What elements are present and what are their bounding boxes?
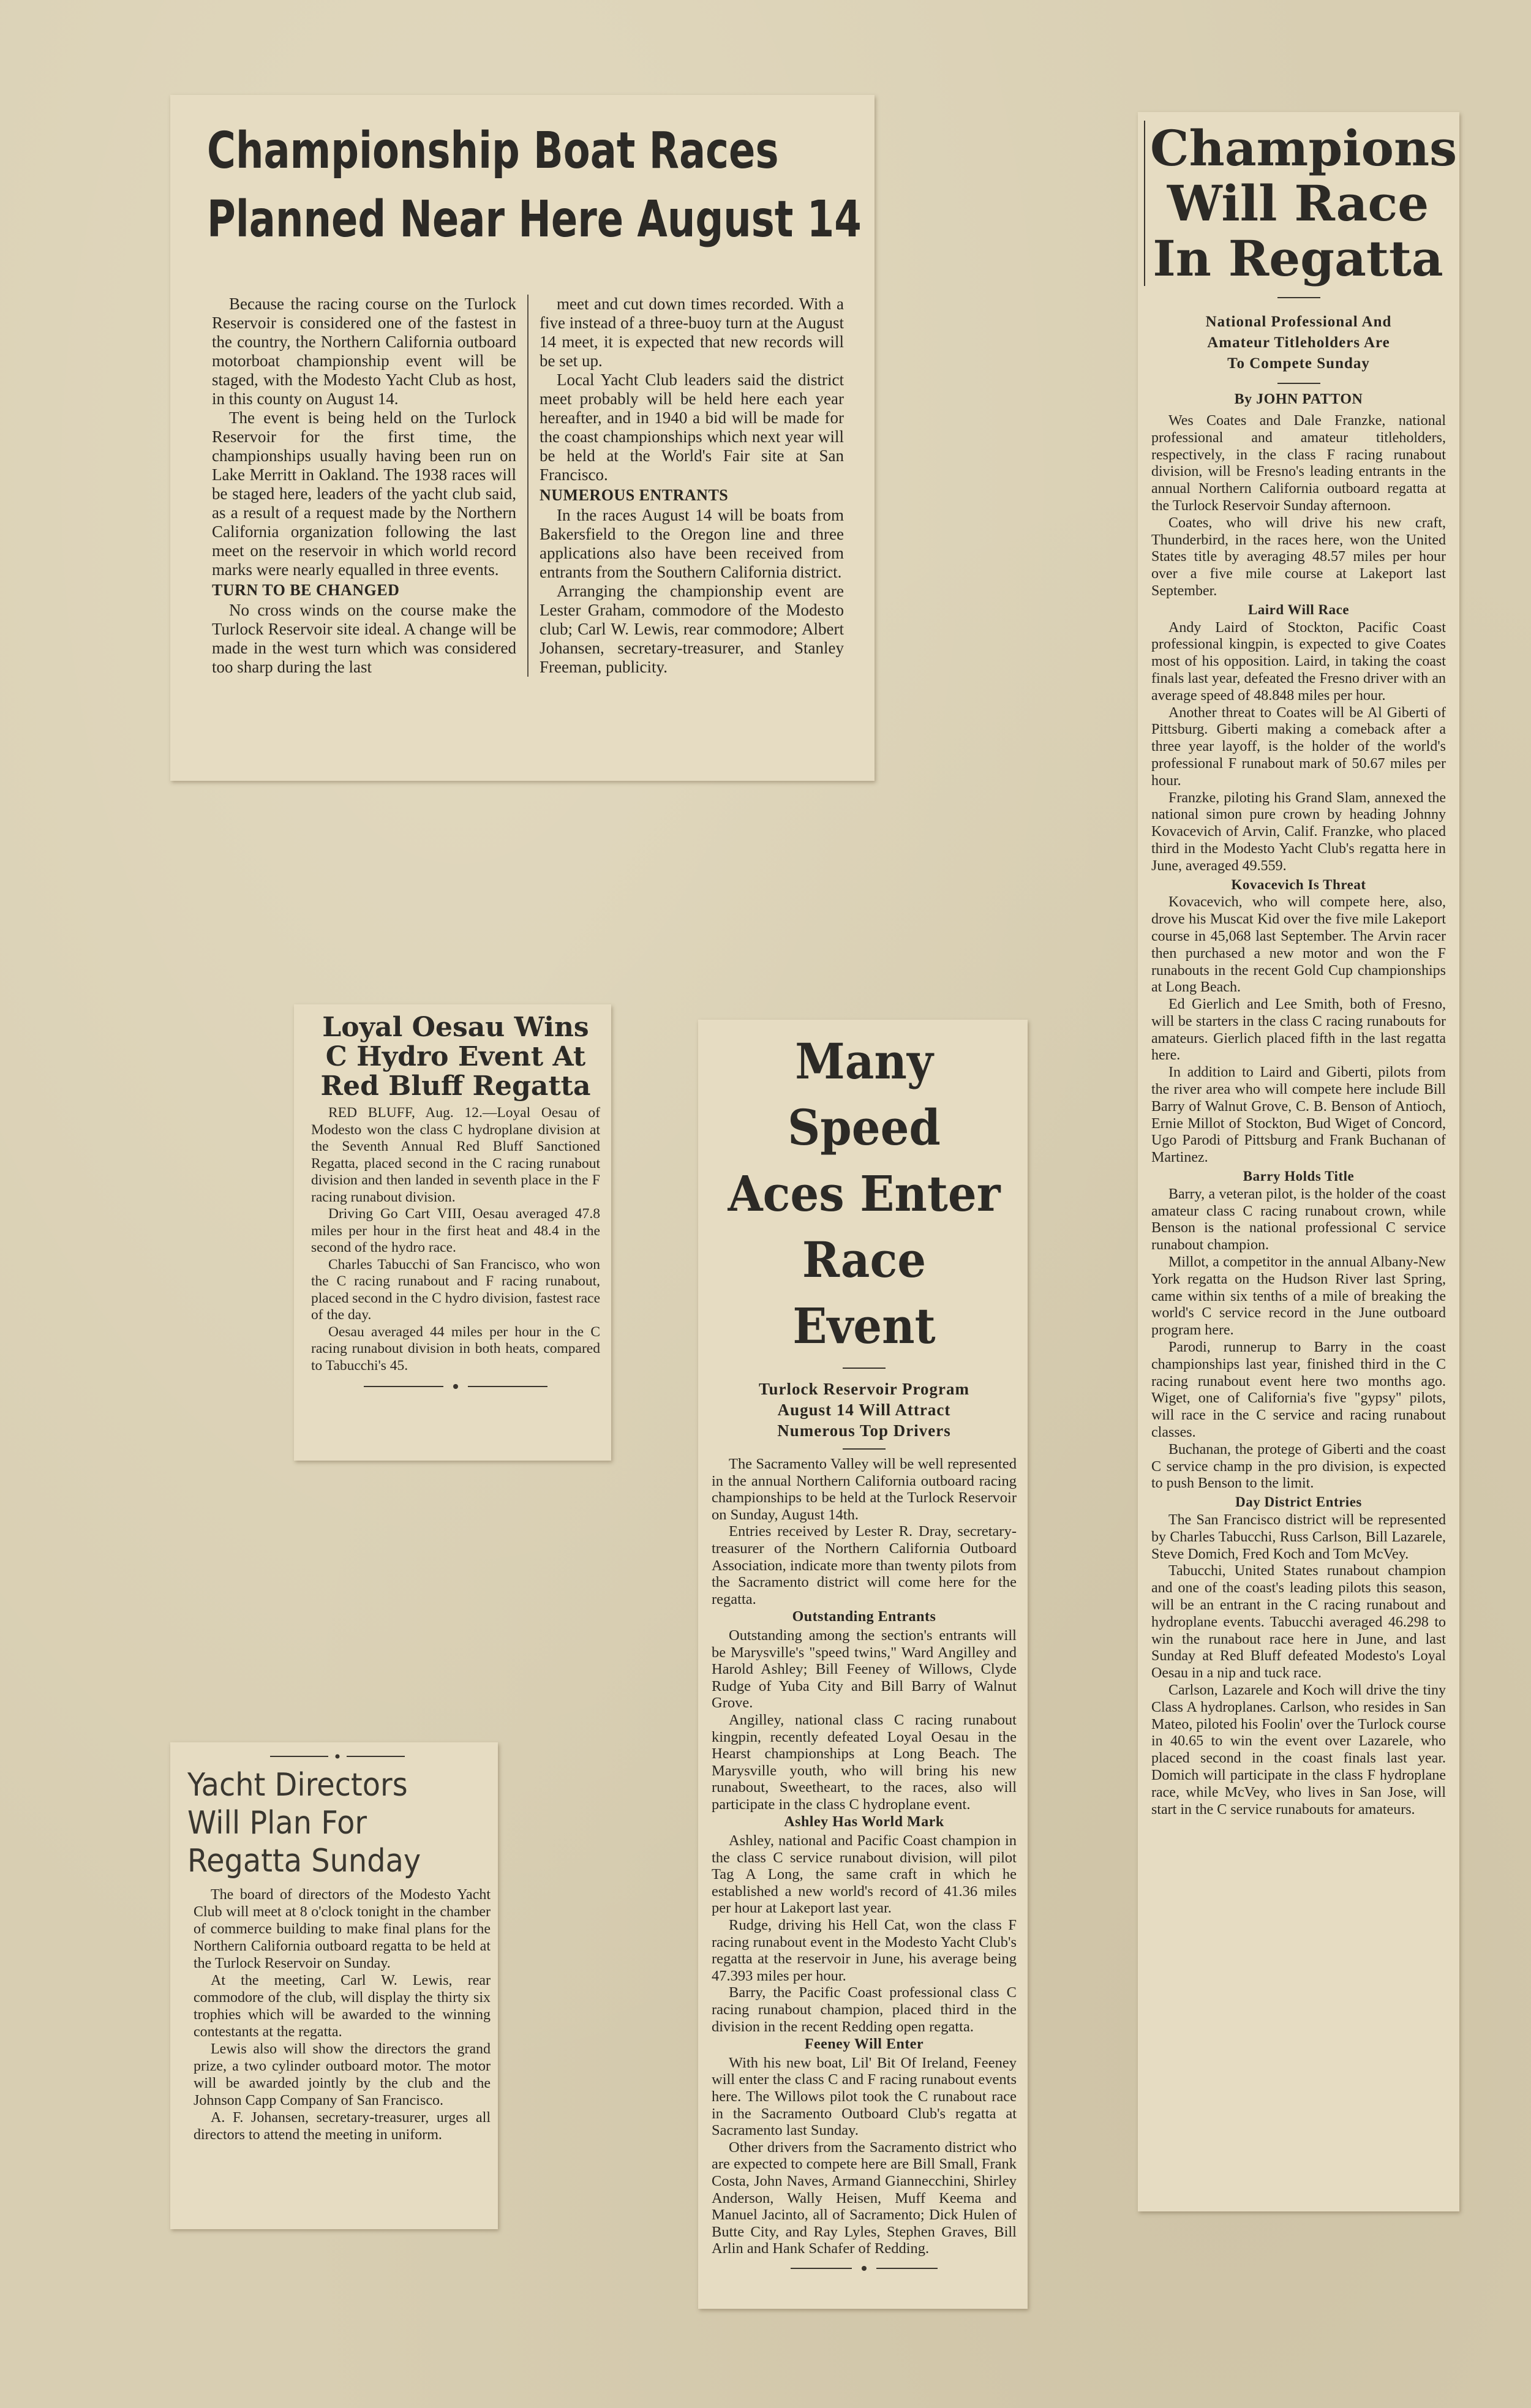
- subheading: Ashley Has World Mark: [784, 1814, 944, 1830]
- headline: [184, 1766, 491, 1880]
- paragraph: A. F. Johansen, secretary-treasurer, urges all directors to attend the meeting in uniform.: [194, 2110, 491, 2143]
- paragraph: The Sacramento Valley will be well represented in the annual Northern California outboard racing championships to be held at the Turlock Reservoir on Sunday, August 14th.: [712, 1456, 1017, 1523]
- article-body: [212, 295, 844, 677]
- column-1: [212, 295, 516, 677]
- headline-line-3: Regatta Sunday: [187, 1843, 421, 1879]
- headline-line-1: Loyal Oesau Wins: [322, 1012, 589, 1043]
- paragraph: Arranging the championship event are Lester Graham, commodore of the Modesto club; Carl W. Lewis, rear commodore; Albert Johansen, secretary-treasurer, and Stanley Freeman, publicity.: [540, 582, 844, 676]
- paragraph: Because the racing course on the Turlock Reservoir is considered one of the fastest in the country, the Northern California outboard motorboat championship event will be staged, with the Modesto Yacht Club as host, in this county on August 14.: [212, 295, 516, 408]
- paragraph: Entries received by Lester R. Dray, secretary-treasurer of the Northern California Outboard Association, indicate more than twenty pilots from the Sacramento district will come here for the regatta.: [712, 1523, 1017, 1608]
- divider: [843, 1368, 886, 1369]
- subheading: Laird Will Race: [1247, 601, 1350, 617]
- paragraph: The board of directors of the Modesto Yacht Club will meet at 8 o'clock tonight in the chamber of commerce building to make final plans for the Northern California outboard regatta to be held at the Turlock Reservoir on Sunday.: [194, 1887, 491, 1971]
- deck-line: National Professional And: [1205, 314, 1392, 330]
- deck-line: Turlock Reservoir Program: [759, 1380, 969, 1398]
- end-ornament: [712, 2261, 1017, 2276]
- end-ornament: [311, 1379, 600, 1394]
- subheading: Feeney Will Enter: [804, 2036, 924, 2053]
- paragraph: Lewis also will show the directors the grand prize, a two cylinder outboard motor. The motor will be awarded jointly by the club and the Johnson Capp Company of San Francisco.: [194, 2041, 491, 2109]
- headline-line-1: Yacht Directors: [187, 1767, 408, 1804]
- paragraph: Driving Go Cart VIII, Oesau averaged 47.8 miles per hour in the first heat and 48.4 in the second of the hydro race.: [311, 1206, 600, 1255]
- clipping-many-speed-aces: [698, 1020, 1028, 2309]
- article-body: [311, 1105, 600, 1374]
- paragraph: Ed Gierlich and Lee Smith, both of Fresno, will be starters in the class C racing runabouts for amateurs. Gierlich placed fifth in the last regatta here.: [1151, 996, 1446, 1064]
- divider: [1277, 383, 1320, 384]
- headline: [1144, 119, 1458, 287]
- clipping-yacht-directors: [170, 1742, 498, 2229]
- paragraph: The San Francisco district will be represented by Charles Tabucchi, Russ Carlson, Bill Lazarele, Steve Domich, Fred Koch and Tom McVey.: [1151, 1512, 1446, 1562]
- clipping-loyal-oesau-wins: [294, 1004, 611, 1461]
- divider: [843, 1448, 886, 1450]
- paragraph: RED BLUFF, Aug. 12.—Loyal Oesau of Modesto won the class C hydroplane division at the Seventh Annual Red Bluff Sanctioned Regatta, placed second in the C racing runabout division and then landed in seventh place in the F racing runabout division.: [311, 1105, 600, 1205]
- headline-line-2: Will Plan For: [187, 1805, 367, 1842]
- deck-line: Amateur Titleholders Are: [1207, 334, 1390, 351]
- paragraph: In the races August 14 will be boats from Bakersfield to the Oregon line and three applications also have been received from entrants from the Southern California district.: [540, 506, 844, 581]
- paragraph: Outstanding among the section's entrants will be Marysville's "speed twins," Ward Angilley and Harold Ashley; Bill Feeney of Willows, Clyde Rudge of Yuba City and Bill Barry of Walnut Grove.: [712, 1627, 1017, 1712]
- paragraph: Local Yacht Club leaders said the district meet probably will be held here each year hereafter, and in 1940 a bid will be made for the coast championships which next year will be held at the World's Fair site at San Francisco.: [540, 371, 844, 484]
- headline-line-1: Championship Boat Races: [207, 122, 779, 180]
- paragraph: Ashley, national and Pacific Coast champion in the class C service runabout division, will pilot Tag A Long, the same craft in which he established a new world's record of 41.36 miles per hour at Lakeport last year.: [712, 1832, 1017, 1917]
- paragraph: Rudge, driving his Hell Cat, won the class F racing runabout event in the Modesto Yacht Club's regatta at the reservoir in June, his average being 47.393 miles per hour.: [712, 1917, 1017, 1984]
- subheading: Outstanding Entrants: [792, 1609, 936, 1625]
- paragraph: Barry, a veteran pilot, is the holder of the coast amateur class C racing runabout crown, while Benson is the national professional C service runabout champion.: [1151, 1186, 1446, 1254]
- headline-line-1: Many Speed: [788, 1033, 941, 1156]
- headline-line-2: Will Race: [1167, 175, 1429, 232]
- paragraph: Angilley, national class C racing runabout kingpin, recently defeated Loyal Oesau in the Hearst championships at Long Beach. The Marysville youth, who will bring his new runabout, Sweetheart, to the races, also will participate in the class C hydroplane event.: [712, 1711, 1017, 1813]
- paragraph: Tabucchi, United States runabout champion and one of the coast's leading pilots this season, will be an entrant in the C racing runabout and hydroplane events. Tabucchi averaged 46.298 to win the runabout race here in June, and last Sunday at Red Bluff defeated Modesto's Loyal Oesau in a nip and tuck race.: [1151, 1563, 1446, 1682]
- deck-line: August 14 Will Attract: [777, 1401, 951, 1419]
- paragraph: Barry, the Pacific Coast professional class C racing runabout champion, placed third in the division in the recent Redding open regatta.: [712, 1984, 1017, 2035]
- paragraph: Carlson, Lazarele and Koch will drive the tiny Class A hydroplanes. Carlson, who resides in San Mateo, piloted his Foolin' over the Turlock course in 40.65 to win the event over Lazarele, who placed second in the coast finals last year. Domich will participate in the class F hydroplane race, while McVey, who lives in San Jose, will start in the C service runabouts for amateurs.: [1151, 1682, 1446, 1818]
- paragraph: Other drivers from the Sacramento district who are expected to compete here are Bill Small, Frank Costa, John Naves, Armand Giannecchini, Shirley Anderson, Wally Heisen, Muff Keema and Manuel Jacinto, all of Sacramento; Dick Hulen of Butte City, and Ray Lyles, Stephen Graves, Bill Arlin and Hank Schafer of Redding.: [712, 2139, 1017, 2257]
- subheading: Day District Entries: [1235, 1494, 1362, 1510]
- headline-line-1: Champions: [1150, 119, 1458, 177]
- subheading: Barry Holds Title: [1243, 1168, 1355, 1184]
- paragraph: Another threat to Coates will be Al Giberti of Pittsburg. Giberti making a comeback after a three year layoff, is the holder of the world's professional F runabout mark of 50.67 miles per hour.: [1151, 704, 1446, 789]
- paragraph: Millot, a competitor in the annual Albany-New York regatta on the Hudson River last Spring, came within six tenths of a mile of breaking the world's C service record in the June outboard program here.: [1151, 1254, 1446, 1339]
- headline-line-3: In Regatta: [1153, 230, 1443, 287]
- column-rule: [527, 295, 529, 677]
- article-body: [184, 1886, 491, 2143]
- headline-line-3: Red Bluff Regatta: [320, 1070, 591, 1102]
- paragraph: Kovacevich, who will compete here, also, drove his Muscat Kid over the five mile Lakeport course in 45,068 last September. The Arvin racer then purchased a new motor and won the F runabouts in the recent Gold Cup championships at Long Beach.: [1151, 894, 1446, 996]
- article-body: [712, 1456, 1017, 2257]
- clipping-champions-will-race: [1138, 112, 1459, 2211]
- subheading: TURN TO BE CHANGED: [212, 581, 400, 599]
- headline-line-2: Aces Enter: [728, 1165, 1001, 1222]
- subheading: Kovacevich Is Threat: [1231, 876, 1366, 892]
- paragraph: Coates, who will drive his new craft, Thunderbird, in the races here, won the United States title by averaging 48.57 miles per hour over a five mile course at Lakeport last September.: [1151, 514, 1446, 599]
- paragraph: Charles Tabucchi of San Francisco, who won the C racing runabout and F racing runabout, placed second in the C hydro division, fastest race of the day.: [311, 1256, 600, 1323]
- paragraph: No cross winds on the course make the Turlock Reservoir site ideal. A change will be made in the west turn which was considered too sharp during the last: [212, 601, 516, 676]
- dash-ornament-icon: [791, 2264, 938, 2273]
- divider: [1277, 297, 1320, 298]
- paragraph: Parodi, runnerup to Barry in the coast championships last year, finished third in the C racing runabout event here two months ago. Wiget, one of California's five "gypsy" pilots, will race in the C service and racing runabout classes.: [1151, 1339, 1446, 1441]
- paragraph: Buchanan, the protege of Giberti and the coast C service champ in the pro division, is expected to push Benson to the limit.: [1151, 1441, 1446, 1492]
- paragraph: Wes Coates and Dale Franzke, national professional and amateur titleholders, respectively, in the class F racing runabout division, will be Fresno's leading entrants in the annual Northern California outboard regatta at the Turlock Reservoir Sunday afternoon.: [1151, 413, 1446, 514]
- paragraph: At the meeting, Carl W. Lewis, rear commodore of the club, will display the thirty six trophies which will be awarded to the winning contestants at the regatta.: [194, 1973, 491, 2040]
- headline-line-2: Planned Near Here August 14: [207, 190, 862, 249]
- deck: [712, 1379, 1017, 1441]
- top-ornament: [184, 1748, 491, 1764]
- dash-ornament-icon: [364, 1382, 547, 1391]
- headline: [311, 1013, 600, 1101]
- paragraph: Franzke, piloting his Grand Slam, annexed the national simon pure crown by heading Johnny Kovacevich of Arvin, Calif. Franzke, who placed third in the Modesto Yacht Club's regatta here in June, averaged 49.559.: [1151, 789, 1446, 874]
- deck-line: Numerous Top Drivers: [777, 1421, 951, 1440]
- headline: [712, 1028, 1017, 1359]
- dash-ornament-icon: [270, 1753, 405, 1760]
- paragraph: With his new boat, Lil' Bit Of Ireland, Feeney will enter the class C and F racing runabout events here. The Willows pilot took the C runabout race in the Sacramento Outboard Club's regatta at Sacramento last Sunday.: [712, 2054, 1017, 2139]
- byline: By JOHN PATTON: [1234, 391, 1363, 407]
- deck: [1151, 312, 1446, 374]
- paragraph: meet and cut down times recorded. With a five instead of a three-buoy turn at the August 14 meet, it is expected that new records will be set up.: [540, 295, 844, 370]
- subheading: NUMEROUS ENTRANTS: [540, 486, 729, 504]
- paragraph: Andy Laird of Stockton, Pacific Coast professional kingpin, is expected to give Coates most of his opposition. Laird, in taking the coast finals last year, defeated the Fresno driver with an average speed of 48.848 miles per hour.: [1151, 619, 1446, 704]
- column-2: [540, 295, 844, 677]
- deck-line: To Compete Sunday: [1227, 355, 1370, 372]
- headline: [207, 117, 862, 295]
- headline-line-2: C Hydro Event At: [325, 1041, 586, 1072]
- clipping-championship-boat-races: [170, 95, 875, 781]
- paragraph: The event is being held on the Turlock Reservoir for the first time, the championships usually having been run on Lake Merritt in Oakland. The 1938 races will be staged here, leaders of the yacht club said, as a result of a request made by the Northern California organization following the last meet on the reservoir in which world record marks were nearly equalled in three events.: [212, 408, 516, 579]
- article-body: [1151, 413, 1446, 1818]
- headline-line-3: Race Event: [792, 1231, 936, 1355]
- paragraph: In addition to Laird and Giberti, pilots from the river area who will compete here include Bill Barry of Walnut Grove, C. B. Benson of Antioch, Ernie Millot of Stockton, Bud Wiget of Concord, Ugo Parodi of Pittsburg and Frank Buchanan of Martinez.: [1151, 1064, 1446, 1166]
- paragraph: Oesau averaged 44 miles per hour in the C racing runabout division in both heats, compared to Tabucchi's 45.: [311, 1323, 600, 1374]
